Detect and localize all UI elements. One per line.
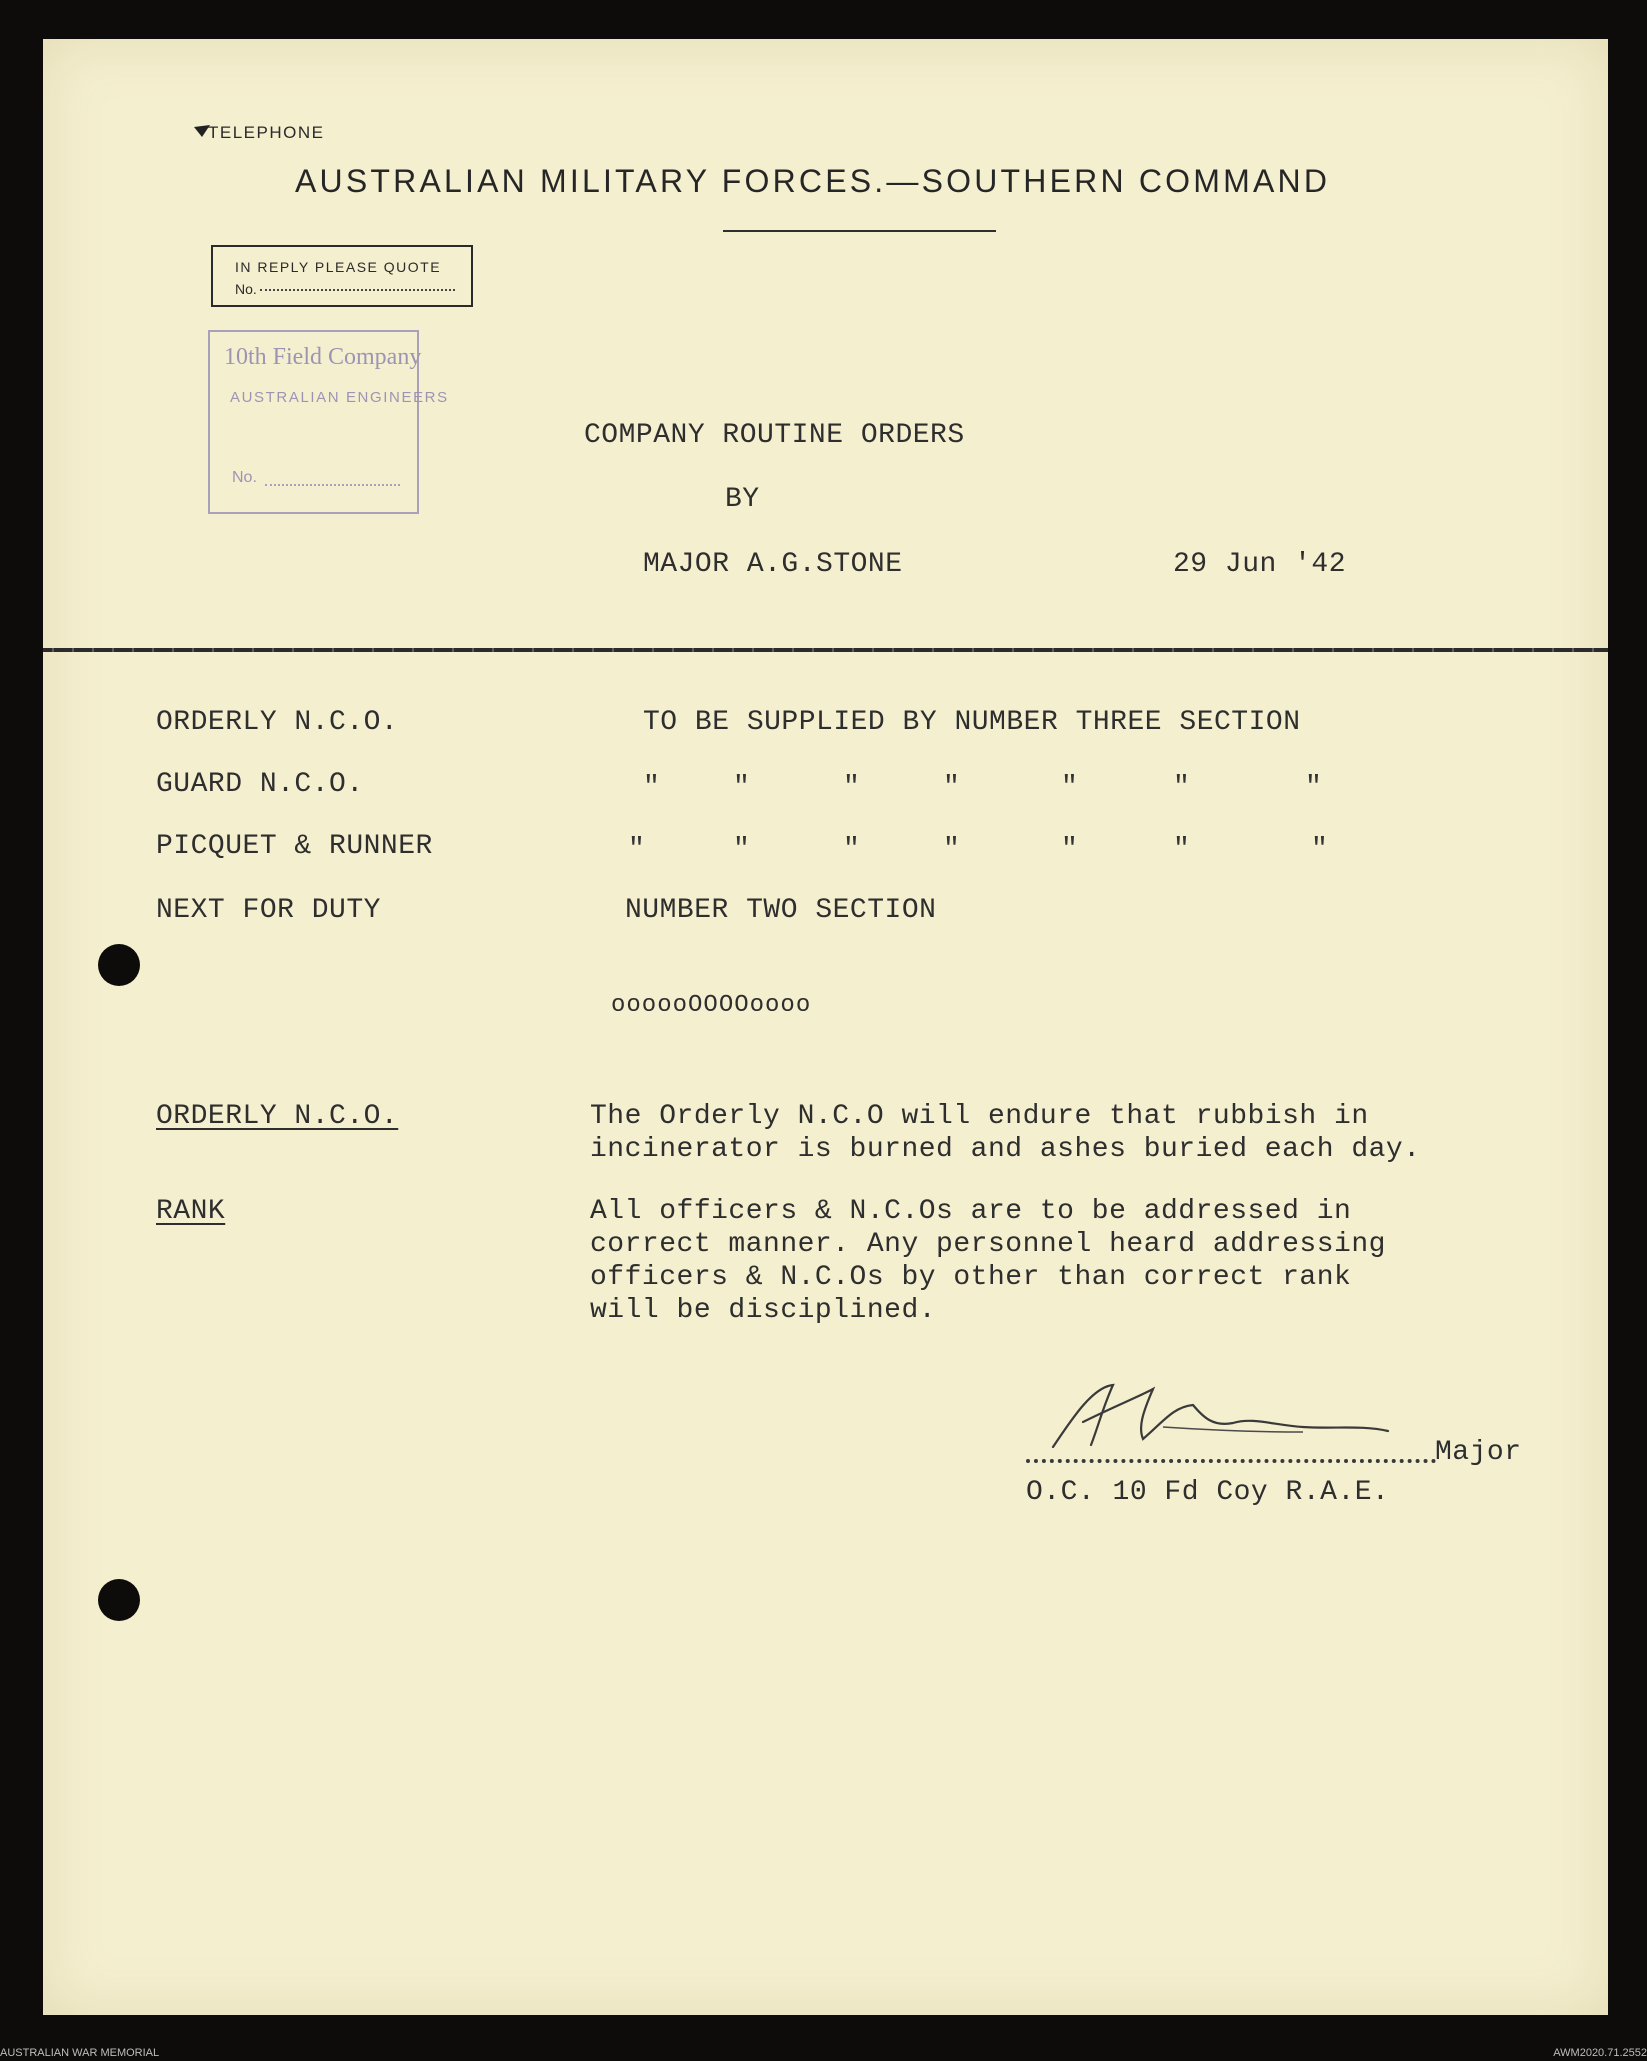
punch-hole-lower xyxy=(98,1579,140,1621)
order-text-line: The Orderly N.C.O will endure that rubbish in xyxy=(590,1101,1369,1132)
signature-title: O.C. 10 Fd Coy R.A.E. xyxy=(1026,1477,1390,1508)
heading-title: COMPANY ROUTINE ORDERS xyxy=(584,420,965,451)
telephone-label: TELEPHONE xyxy=(208,123,325,142)
duty-value-next: NUMBER TWO SECTION xyxy=(625,895,937,926)
duty-value-orderly: TO BE SUPPLIED BY NUMBER THREE SECTION xyxy=(643,707,1301,738)
duty-label-orderly: ORDERLY N.C.O. xyxy=(156,707,399,738)
order-text-line: correct manner. Any personnel heard addressing xyxy=(590,1229,1386,1260)
stamp-number-label: No. xyxy=(232,469,257,486)
order-text-line: officers & N.C.Os by other than correct rank xyxy=(590,1262,1352,1293)
duty-label-picquet: PICQUET & RUNNER xyxy=(156,831,433,862)
signature-dotted-line xyxy=(1026,1459,1436,1463)
heading-by: BY xyxy=(725,484,760,515)
order-text-line: incinerator is burned and ashes buried each day. xyxy=(590,1134,1421,1165)
reply-quote-box xyxy=(211,245,473,307)
punch-hole-upper xyxy=(98,944,140,986)
footer-accession-number: AWM2020.71.2552 xyxy=(1553,2047,1647,2059)
footer-archive-name: AUSTRALIAN WAR MEMORIAL xyxy=(0,2047,160,2059)
document-page: TELEPHONE AUSTRALIAN MILITARY FORCES.—SOUTHERN COMMAND IN REPLY PLEASE QUOTE No. 10th Field Company AUSTRALIAN ENGINEERS No. COMPANY ROUTINE ORDERS BY MAJOR A.G.STONE 29 Jun '42 ORDERLY N.C.O. TO BE SUPPLIED BY NUMBER THREE SECTION GUARD N.C.O. " " " " " " " PICQUET & RUNNER " " " " " " " NEXT FOR DUTY NUMBER TWO SECTION oooooOOOOoooo ORDERLY N.C.O. The Orderly N.C.O will endure that rubbish in incinerator is burned and ashes buried each day. RANK All officers & N.C.Os are to be addressed in correct manner. Any personnel heard addressing officers & N.C.Os by other than correct rank will be disciplined. Major O.C. 10 Fd Coy R.A.E. xyxy=(43,39,1608,2015)
duty-label-guard: GUARD N.C.O. xyxy=(156,769,364,800)
heading-date: 29 Jun '42 xyxy=(1173,549,1347,580)
signature-rank: Major xyxy=(1435,1437,1522,1468)
handwritten-signature xyxy=(1043,1377,1423,1457)
order-label-rank: RANK xyxy=(156,1196,226,1227)
order-text-line: will be disciplined. xyxy=(590,1295,937,1326)
stamp-corps-name: AUSTRALIAN ENGINEERS xyxy=(230,389,449,406)
stamp-number-line xyxy=(265,484,400,486)
separator-line: oooooOOOOoooo xyxy=(611,992,812,1019)
letterhead-rule xyxy=(723,230,996,232)
reply-quote-label: IN REPLY PLEASE QUOTE xyxy=(235,259,442,275)
reply-number-label: No. xyxy=(235,281,257,297)
reply-number-line xyxy=(260,289,455,291)
unit-stamp xyxy=(208,330,449,514)
heading-officer: MAJOR A.G.STONE xyxy=(643,549,903,580)
section-divider xyxy=(43,648,1608,652)
duty-label-next: NEXT FOR DUTY xyxy=(156,895,381,926)
order-text-line: All officers & N.C.Os are to be addressed in xyxy=(590,1196,1352,1227)
stamp-unit-name: 10th Field Company xyxy=(224,344,422,370)
order-label-orderly: ORDERLY N.C.O. xyxy=(156,1101,399,1132)
